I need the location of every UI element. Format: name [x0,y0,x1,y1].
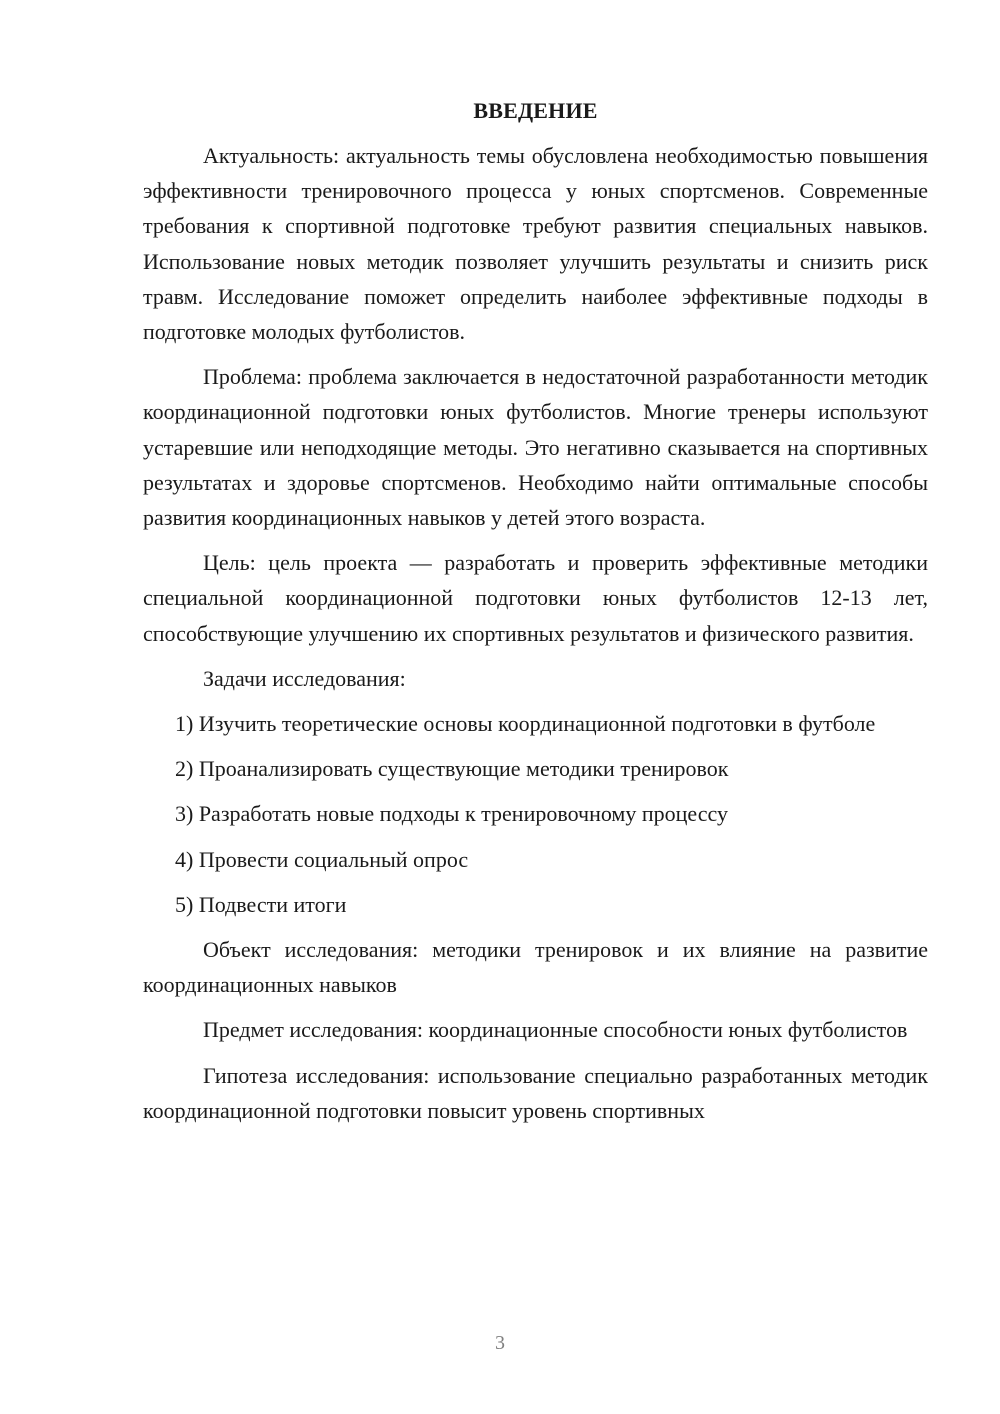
page-content [143,93,928,1128]
object-paragraph: Объект исследования: методики тренировок и их влияние на развитие координационных навыков [143,937,928,998]
list-item: 3) Разработать новые подходы к тренировочному процессу [175,801,728,827]
relevance-paragraph: Актуальность: актуальность темы обусловлена необходимостью повышения эффективности тренировочного процесса у юных спортсменов. Современные требования к спортивной подготовке требуют развития специальных навыков. Использование новых методик позволяет улучшить результаты и снизить риск травм. Исследование поможет определить наиболее эффективные подходы в подготовке молодых футболистов. [143,143,928,345]
page-number: 3 [495,1332,505,1354]
tasks-label: Задачи исследования: [203,665,406,691]
list-item: 5) Подвести итоги [175,891,347,917]
hypothesis-paragraph: Гипотеза исследования: использование специально разработанных методик координационной подготовки повысит уровень спортивных [143,1062,928,1123]
subject-paragraph: Предмет исследования: координационные способности юных футболистов [203,1017,908,1043]
goal-paragraph: Цель: цель проекта — разработать и проверить эффективные методики специальной координационной подготовки юных футболистов 12-13 лет, способствующие улучшению их спортивных результатов и физического развития. [143,550,928,646]
list-item: 1) Изучить теоретические основы координационной подготовки в футболе [175,711,876,737]
list-item: 2) Проанализировать существующие методики тренировок [175,756,729,782]
problem-paragraph: Проблема: проблема заключается в недостаточной разработанности методик координационной подготовки юных футболистов. Многие тренеры используют устаревшие или неподходящие методы. Это негативно сказывается на спортивных результатах и здоровье спортсменов. Необходимо найти оптимальные способы развития координационных навыков у детей этого возраста. [143,364,928,531]
page-title: ВВЕДЕНИЕ [473,98,598,123]
list-item: 4) Провести социальный опрос [175,846,469,872]
tasks-list [143,706,928,922]
